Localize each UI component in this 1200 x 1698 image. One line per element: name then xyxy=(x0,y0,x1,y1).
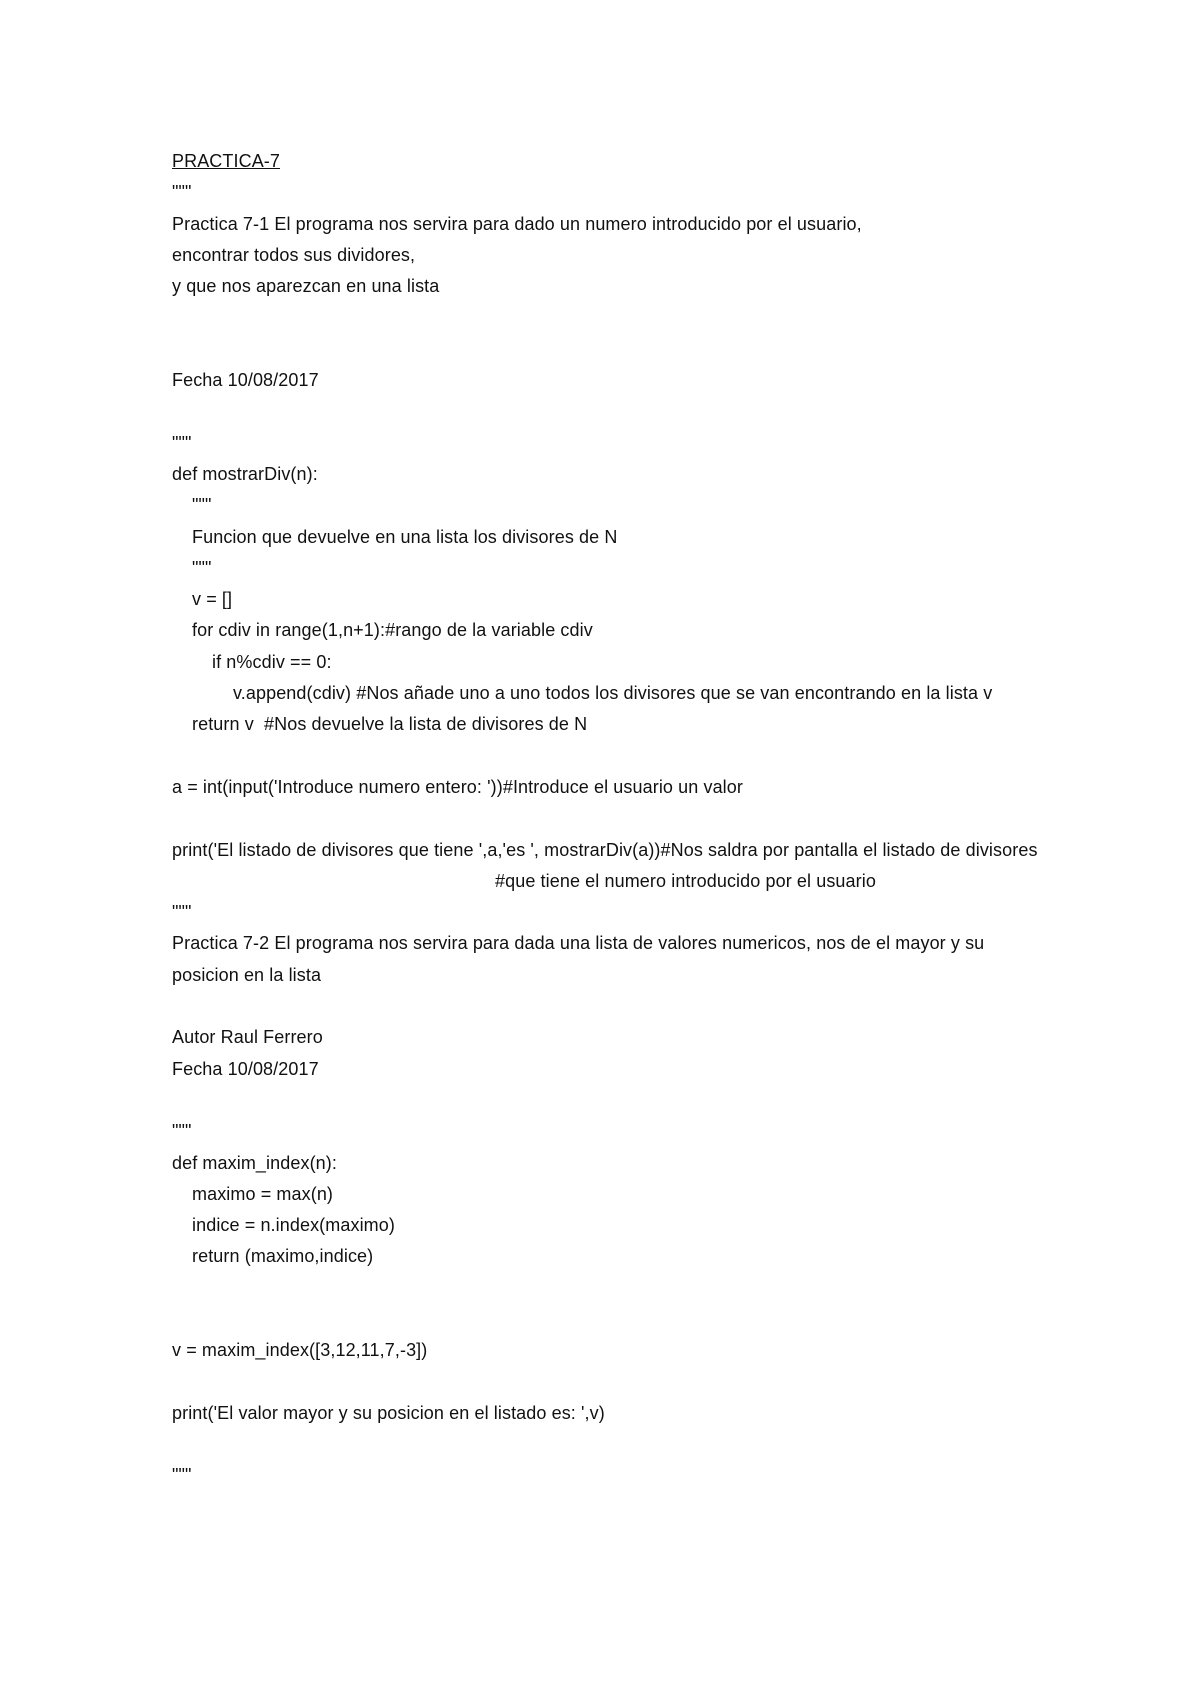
wrapped-indent xyxy=(172,683,233,703)
blank-line xyxy=(172,1085,1042,1116)
code-line: return v #Nos devuelve la lista de divisores de N xyxy=(192,714,588,735)
code-text: v.append(cdiv) #Nos añade uno a uno todos los divisores que se van encontrando en la lista v xyxy=(233,683,993,704)
code-line-wrapped: print('El listado de divisores que tiene ',a,'es ', mostrarDiv(a))#Nos saldra por pantalla el listado de divisores xyxy=(172,839,1038,860)
practice-7-1-description-line-1: Practica 7-1 El programa nos servira para dado un numero introducido por el usuario, xyxy=(172,213,862,234)
docstring-quotes: """ xyxy=(172,432,192,453)
blank-line xyxy=(172,1367,1042,1398)
blank-line xyxy=(172,1304,1042,1335)
code-line: for cdiv in range(1,n+1):#rango de la variable cdiv xyxy=(192,620,593,641)
practice-7-1-description-line-3: y que nos aparezcan en una lista xyxy=(172,276,440,297)
blank-line xyxy=(172,334,1042,365)
docstring-quotes: """ xyxy=(192,557,212,578)
code-line: v = maxim_index([3,12,11,7,-3]) xyxy=(172,1340,428,1361)
code-line: if n%cdiv == 0: xyxy=(212,651,332,672)
code-line: indice = n.index(maximo) xyxy=(192,1215,395,1236)
blank-line xyxy=(172,1273,1042,1304)
docstring-quotes: """ xyxy=(172,1121,192,1142)
code-line-wrapped xyxy=(172,678,1042,709)
practice-7-2-description: Practica 7-2 El programa nos servira para dada una lista de valores numericos, nos de el mayor y su posicion en la lista xyxy=(172,933,990,985)
author-line: Autor Raul Ferrero xyxy=(172,1027,323,1048)
blank-line xyxy=(172,396,1042,427)
code-line: def maxim_index(n): xyxy=(172,1152,337,1173)
docstring-quotes: """ xyxy=(172,902,192,923)
date-line: Fecha 10/08/2017 xyxy=(172,370,319,391)
blank-line xyxy=(172,991,1042,1022)
blank-line xyxy=(172,1429,1042,1460)
document-body xyxy=(172,146,1042,1492)
blank-line xyxy=(172,302,1042,333)
code-line: maximo = max(n) xyxy=(192,1183,334,1204)
code-line: def mostrarDiv(n): xyxy=(172,463,318,484)
practice-7-1-description-line-2: encontrar todos sus dividores, xyxy=(172,244,416,265)
code-comment-line: #que tiene el numero introducido por el usuario xyxy=(495,870,876,891)
docstring-quotes: """ xyxy=(192,495,212,516)
blank-line xyxy=(172,741,1042,772)
code-line: print('El valor mayor y su posicion en el listado es: ',v) xyxy=(172,1402,605,1423)
code-line: a = int(input('Introduce numero entero: '))#Introduce el usuario un valor xyxy=(172,776,743,797)
code-line: return (maximo,indice) xyxy=(192,1246,374,1267)
docstring-quotes: """ xyxy=(172,182,192,203)
code-line: v = [] xyxy=(192,589,233,610)
docstring-quotes: """ xyxy=(172,1465,192,1486)
date-line: Fecha 10/08/2017 xyxy=(172,1058,319,1079)
code-line: Funcion que devuelve en una lista los divisores de N xyxy=(192,526,618,547)
blank-line xyxy=(172,803,1042,834)
document-title: PRACTICA-7 xyxy=(172,151,281,171)
